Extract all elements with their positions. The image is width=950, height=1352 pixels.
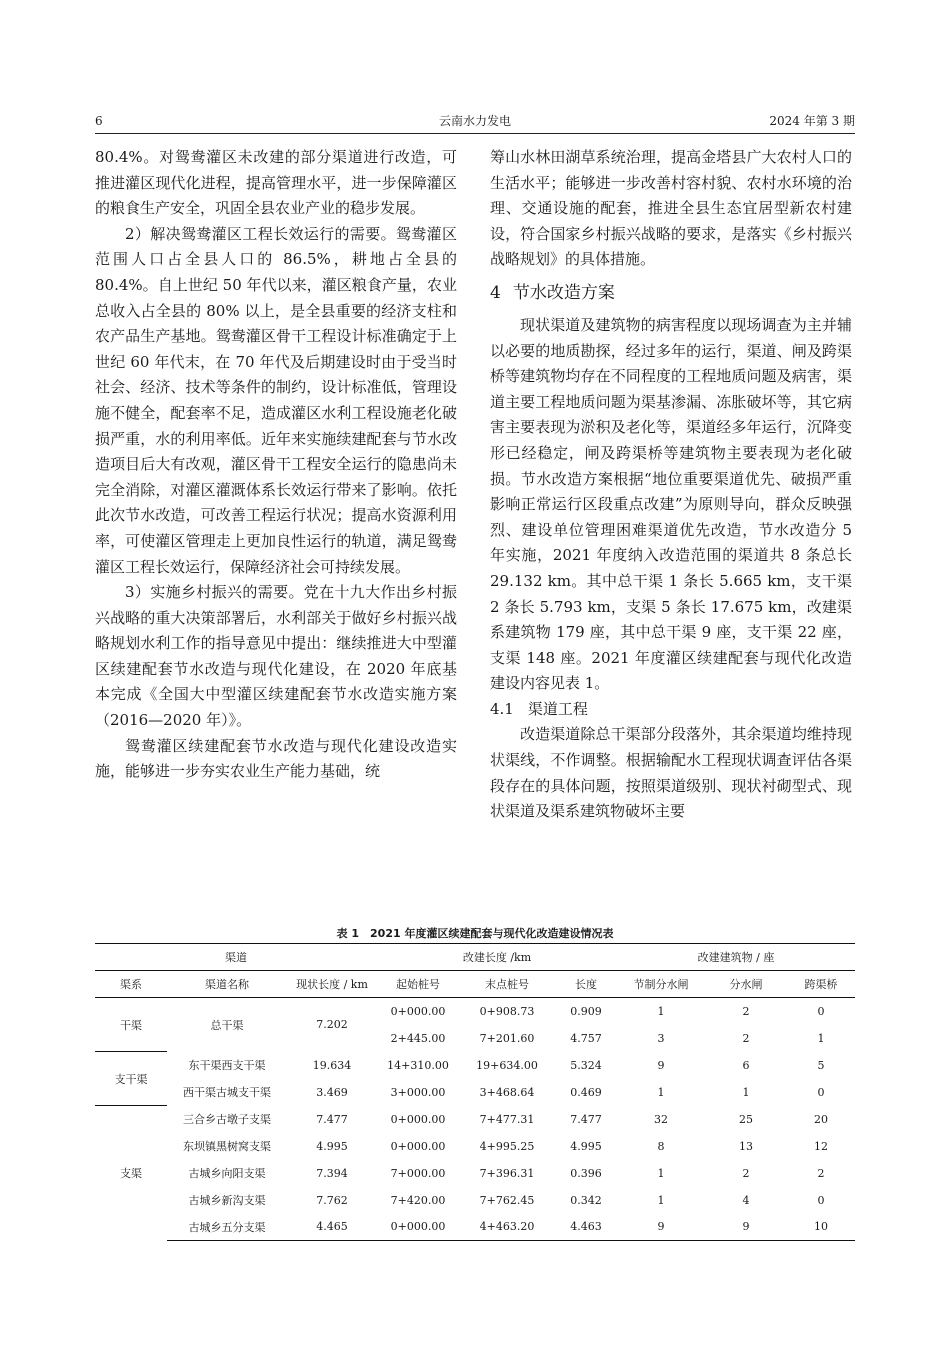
end-station-cell: 19+634.00: [476, 1058, 538, 1072]
control-gate-cell: 3: [657, 1031, 665, 1045]
issue-label: 2024 年第 3 期: [769, 114, 855, 128]
end-station-cell: 4+995.25: [479, 1139, 535, 1153]
bridge-cell: 1: [817, 1031, 825, 1045]
page-number: 6: [95, 114, 103, 128]
length-cell: 4.465: [287, 1214, 377, 1241]
end-station-cell: 0+908.73: [479, 1004, 535, 1018]
start-station-cell: 14+310.00: [387, 1058, 449, 1072]
diversion-gate-cell: 9: [705, 1214, 787, 1241]
running-header: [95, 112, 855, 130]
section-number: 4: [490, 282, 501, 303]
length-cell: 19.634: [312, 1058, 352, 1072]
section-title: 节水改造方案: [512, 282, 615, 303]
table-row: [95, 1133, 855, 1160]
right-column: [490, 145, 852, 825]
diversion-gate-cell: 13: [739, 1139, 753, 1153]
data-table: [95, 943, 855, 1241]
group-cell: 支干渠: [95, 1052, 167, 1106]
bridge-cell: 10: [787, 1214, 855, 1241]
subsection-heading: [490, 697, 852, 723]
bridge-cell: 0: [817, 1085, 825, 1099]
bridge-cell: 12: [814, 1139, 828, 1153]
diversion-gate-cell: 2: [742, 1031, 750, 1045]
section-heading: [490, 279, 852, 307]
segment-length-cell: 0.396: [570, 1166, 602, 1180]
length-cell: 7.394: [316, 1166, 348, 1180]
segment-length-cell: 5.324: [570, 1058, 602, 1072]
diversion-gate-cell: 2: [742, 1166, 750, 1180]
column-header: 渠道名称: [167, 971, 287, 998]
column-header: 起始桩号: [377, 971, 459, 998]
table-row: [95, 1106, 855, 1133]
diversion-gate-cell: 6: [742, 1058, 750, 1072]
end-station-cell: 7+201.60: [479, 1031, 535, 1045]
channel-name-cell: 古城乡新沟支渠: [188, 1194, 266, 1207]
length-cell: 7.477: [316, 1112, 348, 1126]
length-cell: 3.469: [316, 1085, 348, 1099]
channel-name-cell: 西干渠古城支干渠: [183, 1086, 271, 1099]
paragraph: 3）实施乡村振兴的需要。党在十九大作出乡村振兴战略的重大决策部署后，水利部关于做好乡村振兴战略规划水利工作的指导意见中提出：继续推进大中型灌区续建配套节水改造与现代化建设，在 2020 年底基本完成《全国大中型灌区续建配套节水改造实施方案（2016—2020 年）》。: [95, 583, 457, 730]
segment-length-cell: 4.995: [570, 1139, 602, 1153]
end-station-cell: 3+468.64: [479, 1085, 535, 1099]
paragraph: 鸳鸯灌区续建配套节水改造与现代化建设改造实施，能够进一步夯实农业生产能力基础，统: [95, 736, 457, 781]
channel-name-cell: 东干渠西支干渠: [188, 1059, 266, 1072]
group-cell: 支渠: [120, 1167, 142, 1181]
control-gate-cell: 1: [657, 1193, 665, 1207]
left-column: [95, 145, 457, 785]
control-gate-cell: 1: [657, 1004, 665, 1018]
channel-name-cell: 古城乡五分支渠: [167, 1214, 287, 1241]
column-header: 长度: [555, 971, 617, 998]
bridge-cell: 0: [817, 1004, 825, 1018]
paragraph: 改造渠道除总干渠部分段落外，其余渠道均维持现状渠线，不作调整。根据输配水工程现状调查评估各渠段存在的具体问题，按照渠道级别、现状衬砌型式、现状渠道及渠系建筑物破坏主要: [490, 725, 852, 821]
control-gate-cell: 9: [617, 1214, 705, 1241]
header-rule: [95, 133, 855, 134]
paragraph: 现状渠道及建筑物的病害程度以现场调查为主并辅以必要的地质勘探，经过多年的运行，渠道、闸及跨渠桥等建筑物均存在不同程度的工程地质问题及病害，渠道主要工程地质问题为渠基渗漏、冻胀破坏等，其它病害主要表现为淤积及老化等，渠道经多年运行，沉降变形已经稳定，闸及跨渠桥等建筑物主要表现为老化破损。节水改造方案根据“地位重要渠道优先、破损严重影响正常运行区段重点改建”为原则导向，群众反映强烈、建设单位管理困难渠道优先改造，节水改造分 5 年实施，2021 年度纳入改造范围的渠道共 8 条总长 29.132 km。其中总干渠 1 条长 5.665 km，支干渠 2 条长 5.793 km，支渠 5 条长 17.675 km，改建渠系建筑物 179 座，其中总干渠 9 座，支干渠 22 座，支渠 148 座。2021 年度灌区续建配套与现代化改造建设内容见表 1。: [490, 315, 852, 693]
diversion-gate-cell: 4: [742, 1193, 750, 1207]
control-gate-cell: 32: [654, 1112, 668, 1126]
column-header: 分水闸: [705, 971, 787, 998]
end-station-cell: 4+463.20: [459, 1214, 555, 1241]
group-cell: 干渠: [95, 998, 167, 1052]
channel-name-cell: 三合乡古墩子支渠: [183, 1113, 271, 1126]
segment-length-cell: 0.909: [570, 1004, 602, 1018]
subsection-title: 渠道工程: [527, 699, 588, 718]
table-row: [95, 1187, 855, 1214]
diversion-gate-cell: 25: [739, 1112, 753, 1126]
group-header-length: 改建长度 /km: [377, 944, 617, 971]
table-row: [95, 1052, 855, 1079]
length-cell: 7.762: [316, 1193, 348, 1207]
column-header: 渠系: [95, 971, 167, 998]
end-station-cell: 7+762.45: [479, 1193, 535, 1207]
table-row: [95, 998, 855, 1025]
segment-length-cell: 4.757: [570, 1031, 602, 1045]
bridge-cell: 0: [817, 1193, 825, 1207]
column-header: 现状长度 / km: [287, 971, 377, 998]
control-gate-cell: 9: [657, 1058, 665, 1072]
segment-length-cell: 4.463: [555, 1214, 617, 1241]
start-station-cell: 0+000.00: [377, 1214, 459, 1241]
start-station-cell: 7+000.00: [390, 1166, 446, 1180]
start-station-cell: 0+000.00: [390, 1004, 446, 1018]
start-station-cell: 0+000.00: [390, 1112, 446, 1126]
paragraph: 2）解决鸳鸯灌区工程长效运行的需要。鸳鸯灌区范围人口占全县人口的 86.5%，耕地占全县的 80.4%。自上世纪 50 年代以来，灌区粮食产量，农业总收入占全县的 80% 以上，是全县重要的经济支柱和农产品生产基地。鸳鸯灌区骨干工程设计标准确定于上世纪 60 年代末，在 70 年代及后期建设时由于受当时社会、经济、技术等条件的制约，设计标准低，管理设施不健全，配套率不足，造成灌区水利工程设施老化破损严重，水的利用率低。近年来实施续建配套与节水改造项目后大有改观，灌区骨干工程安全运行的隐患尚未完全消除，对灌区灌溉体系长效运行带来了影响。依托此次节水改造，可改善工程运行状况；提高水资源利用率，可使灌区管理走上更加良性运行的轨道，满足鸳鸯灌区工程长效运行，保障经济社会可持续发展。: [95, 224, 457, 576]
table-row: [95, 1079, 855, 1106]
paragraph: 80.4%。对鸳鸯灌区未改建的部分渠道进行改造，可推进灌区现代化进程，提高管理水平，进一步保障灌区的粮食生产安全，巩固全县农业产业的稳步发展。: [95, 148, 457, 218]
length-cell: 4.995: [316, 1139, 348, 1153]
table-row: [95, 1160, 855, 1187]
group-header-channel: 渠道: [95, 944, 377, 971]
column-header: 节制分水闸: [617, 971, 705, 998]
start-station-cell: 0+000.00: [390, 1139, 446, 1153]
segment-length-cell: 7.477: [570, 1112, 602, 1126]
diversion-gate-cell: 1: [742, 1085, 750, 1099]
bridge-cell: 2: [817, 1166, 825, 1180]
subsection-number: 4.1: [490, 699, 514, 718]
bridge-cell: 5: [817, 1058, 825, 1072]
journal-name: 云南水力发电: [438, 114, 511, 128]
end-station-cell: 7+396.31: [479, 1166, 535, 1180]
diversion-gate-cell: 2: [742, 1004, 750, 1018]
segment-length-cell: 0.469: [570, 1085, 602, 1099]
control-gate-cell: 8: [657, 1139, 665, 1153]
table-caption: 表 1 2021 年度灌区续建配套与现代化改造建设情况表: [336, 927, 614, 940]
start-station-cell: 3+000.00: [390, 1085, 446, 1099]
channel-name-cell: 古城乡向阳支渠: [188, 1167, 266, 1180]
column-header: 末点桩号: [459, 971, 555, 998]
end-station-cell: 7+477.31: [479, 1112, 535, 1126]
column-header: 跨渠桥: [787, 971, 855, 998]
control-gate-cell: 1: [657, 1166, 665, 1180]
control-gate-cell: 1: [657, 1085, 665, 1099]
start-station-cell: 7+420.00: [390, 1193, 446, 1207]
segment-length-cell: 0.342: [570, 1193, 602, 1207]
group-header-structures: 改建建筑物 / 座: [617, 944, 855, 971]
channel-name-cell: 总干渠: [210, 1018, 244, 1032]
channel-name-cell: 东坝镇黑树窝支渠: [183, 1140, 271, 1153]
start-station-cell: 2+445.00: [390, 1031, 446, 1045]
bridge-cell: 20: [814, 1112, 828, 1126]
length-cell: 7.202: [316, 1018, 348, 1032]
paragraph: 筹山水林田湖草系统治理，提高金塔县广大农村人口的生活水平；能够进一步改善村容村貌、农村水环境的治理、交通设施的配套，推进全县生态宜居型新农村建设，符合国家乡村振兴战略的要求，是落实《乡村振兴战略规划》的具体措施。: [490, 148, 852, 269]
table-row: [95, 1214, 855, 1241]
